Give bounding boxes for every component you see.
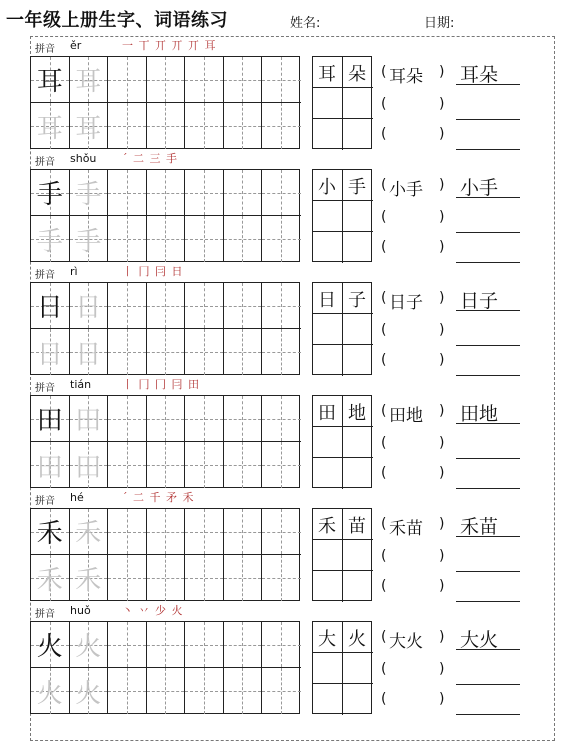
pinyin-text: huǒ: [70, 604, 91, 617]
paren-open: (: [381, 239, 387, 255]
paren-close: ): [439, 96, 445, 112]
pinyin-label: 拼音: [35, 157, 55, 168]
writing-cell[interactable]: [185, 57, 224, 103]
writing-cell[interactable]: [31, 555, 70, 601]
pinyin-word: 耳朵: [389, 67, 423, 87]
word-cell[interactable]: [343, 458, 373, 489]
writing-cell[interactable]: [262, 216, 301, 262]
writing-grid: [30, 395, 300, 488]
writing-cell[interactable]: [31, 622, 70, 668]
pinyin-word: 田地: [389, 406, 423, 426]
writing-cell[interactable]: [185, 396, 224, 442]
word-character: 大: [318, 629, 336, 650]
writing-cell[interactable]: [185, 103, 224, 149]
writing-cell[interactable]: [108, 396, 147, 442]
paren-close: ): [439, 548, 445, 564]
model-character: 手: [36, 180, 63, 210]
paren-open: (: [381, 290, 387, 306]
word-cell[interactable]: [343, 201, 373, 232]
pinyin-word: 小手: [389, 180, 423, 200]
pinyin-word: 日子: [389, 293, 423, 313]
writing-cell[interactable]: [224, 442, 263, 488]
word-cell[interactable]: [313, 622, 343, 653]
paren-open: (: [381, 629, 387, 645]
word-cell[interactable]: [313, 283, 343, 314]
writing-cell[interactable]: [262, 622, 301, 668]
paren-close: ): [439, 239, 445, 255]
practice-section: [30, 601, 555, 714]
pinyin-row: [30, 375, 555, 395]
trace-character: 日: [36, 339, 63, 370]
writing-cell[interactable]: [147, 103, 186, 149]
trace-character: 田: [36, 452, 63, 483]
writing-cell[interactable]: [147, 216, 186, 262]
paren-close: ): [439, 177, 445, 193]
date-label: 日期:: [424, 16, 455, 31]
writing-cell[interactable]: [185, 668, 224, 714]
word-character: 苗: [348, 516, 366, 537]
writing-cell[interactable]: [147, 57, 186, 103]
word-character: 火: [348, 629, 366, 650]
word-character: 禾: [318, 516, 336, 537]
pinyin-label: 拼音: [35, 44, 55, 55]
trace-character: 耳: [36, 113, 63, 144]
paren-open: (: [381, 465, 387, 481]
paren-close: ): [439, 629, 445, 645]
writing-cell[interactable]: [224, 555, 263, 601]
answer-line[interactable]: [456, 197, 520, 198]
model-character: 田: [36, 406, 63, 436]
writing-cell[interactable]: [262, 555, 301, 601]
stroke-order: ˊ 二 千 矛 禾: [122, 491, 195, 504]
writing-cell[interactable]: [147, 283, 186, 329]
trace-character: 日: [75, 339, 102, 370]
paren-open: (: [381, 96, 387, 112]
writing-cell[interactable]: [262, 396, 301, 442]
writing-cell[interactable]: [70, 555, 109, 601]
writing-cell[interactable]: [224, 509, 263, 555]
writing-cell[interactable]: [262, 668, 301, 714]
pinyin-label: 拼音: [35, 609, 55, 620]
writing-cell[interactable]: [31, 103, 70, 149]
writing-grid: [30, 621, 300, 714]
word-box: [312, 169, 372, 262]
paren-open: (: [381, 322, 387, 338]
writing-cell[interactable]: [70, 283, 109, 329]
word-cell[interactable]: [313, 396, 343, 427]
writing-cell[interactable]: [185, 283, 224, 329]
practice-section: [30, 36, 555, 149]
writing-cell[interactable]: [147, 668, 186, 714]
writing-cell[interactable]: [262, 329, 301, 375]
page-title: 一年级上册生字、词语练习: [6, 10, 228, 31]
writing-cell[interactable]: [108, 329, 147, 375]
trace-character: 日: [75, 293, 102, 323]
paren-open: (: [381, 578, 387, 594]
example-word: 耳朵: [460, 64, 499, 86]
writing-cell[interactable]: [31, 509, 70, 555]
writing-cell[interactable]: [108, 57, 147, 103]
trace-character: 火: [75, 632, 102, 662]
writing-cell[interactable]: [31, 57, 70, 103]
pinyin-label: 拼音: [35, 383, 55, 394]
word-cell[interactable]: [343, 509, 373, 540]
pinyin-text: ěr: [70, 39, 82, 52]
stroke-order: 丨 冂 冂 冃 田: [122, 378, 200, 391]
writing-grid: [30, 508, 300, 601]
writing-cell[interactable]: [147, 329, 186, 375]
word-box: [312, 508, 372, 601]
model-character: 禾: [36, 519, 63, 549]
word-cell[interactable]: [343, 314, 373, 345]
paren-open: (: [381, 691, 387, 707]
paren-open: (: [381, 126, 387, 142]
writing-cell[interactable]: [262, 509, 301, 555]
answer-line[interactable]: [456, 458, 520, 459]
word-cell[interactable]: [313, 653, 343, 684]
word-cell[interactable]: [313, 201, 343, 232]
paren-close: ): [439, 209, 445, 225]
word-cell[interactable]: [313, 540, 343, 571]
writing-cell[interactable]: [31, 283, 70, 329]
writing-cell[interactable]: [147, 509, 186, 555]
writing-grid: [30, 56, 300, 149]
practice-section: [30, 488, 555, 601]
word-box: [312, 282, 372, 375]
pinyin-row: [30, 488, 555, 508]
trace-character: 手: [75, 226, 102, 257]
pinyin-row: [30, 36, 555, 56]
trace-character: 耳: [75, 67, 102, 97]
trace-character: 火: [36, 678, 63, 709]
writing-cell[interactable]: [108, 170, 147, 216]
writing-cell[interactable]: [185, 216, 224, 262]
word-cell[interactable]: [343, 88, 373, 119]
writing-cell[interactable]: [185, 329, 224, 375]
writing-cell[interactable]: [147, 555, 186, 601]
answer-line[interactable]: [456, 423, 520, 424]
writing-cell[interactable]: [108, 283, 147, 329]
writing-cell[interactable]: [70, 216, 109, 262]
stroke-order: 丶 丷 少 火: [122, 604, 184, 617]
word-character: 子: [348, 290, 366, 311]
trace-character: 禾: [75, 565, 102, 596]
trace-character: 火: [75, 678, 102, 709]
paren-close: ): [439, 352, 445, 368]
word-cell[interactable]: [343, 540, 373, 571]
writing-cell[interactable]: [185, 509, 224, 555]
writing-cell[interactable]: [70, 509, 109, 555]
paren-close: ): [439, 322, 445, 338]
word-cell[interactable]: [343, 684, 373, 715]
pinyin-label: 拼音: [35, 496, 55, 507]
writing-grid: [30, 169, 300, 262]
paren-close: ): [439, 516, 445, 532]
writing-cell[interactable]: [262, 57, 301, 103]
model-character: 日: [36, 293, 63, 323]
writing-grid: [30, 282, 300, 375]
trace-character: 手: [75, 180, 102, 210]
example-word: 小手: [460, 177, 499, 199]
writing-cell[interactable]: [224, 57, 263, 103]
writing-cell[interactable]: [108, 668, 147, 714]
writing-cell[interactable]: [31, 329, 70, 375]
word-cell[interactable]: [343, 119, 373, 150]
paren-open: (: [381, 516, 387, 532]
writing-cell[interactable]: [224, 622, 263, 668]
writing-cell[interactable]: [31, 170, 70, 216]
answer-line[interactable]: [456, 232, 520, 233]
writing-cell[interactable]: [108, 216, 147, 262]
writing-cell[interactable]: [185, 555, 224, 601]
word-cell[interactable]: [313, 88, 343, 119]
word-character: 地: [348, 403, 366, 424]
word-cell[interactable]: [343, 427, 373, 458]
word-cell[interactable]: [343, 283, 373, 314]
paren-close: ): [439, 465, 445, 481]
name-label: 姓名:: [290, 16, 321, 31]
pinyin-text: shǒu: [70, 152, 97, 165]
trace-character: 手: [36, 226, 63, 257]
word-cell[interactable]: [343, 571, 373, 602]
paren-open: (: [381, 548, 387, 564]
writing-cell[interactable]: [224, 103, 263, 149]
word-cell[interactable]: [313, 571, 343, 602]
word-cell[interactable]: [313, 427, 343, 458]
word-cell[interactable]: [313, 119, 343, 150]
writing-cell[interactable]: [70, 668, 109, 714]
paren-open: (: [381, 177, 387, 193]
writing-cell[interactable]: [108, 622, 147, 668]
word-cell[interactable]: [343, 57, 373, 88]
word-box: [312, 621, 372, 714]
example-word: 田地: [460, 403, 499, 425]
writing-cell[interactable]: [262, 442, 301, 488]
pinyin-label: 拼音: [35, 270, 55, 281]
word-cell[interactable]: [313, 684, 343, 715]
writing-cell[interactable]: [70, 103, 109, 149]
trace-character: 田: [75, 406, 102, 436]
example-word: 大火: [460, 629, 499, 651]
stroke-order: ˊ 二 三 手: [122, 152, 178, 165]
writing-cell[interactable]: [147, 442, 186, 488]
writing-cell[interactable]: [262, 103, 301, 149]
word-cell[interactable]: [343, 345, 373, 376]
writing-cell[interactable]: [31, 216, 70, 262]
answer-line[interactable]: [456, 684, 520, 685]
writing-cell[interactable]: [70, 396, 109, 442]
word-box: [312, 395, 372, 488]
writing-cell[interactable]: [70, 170, 109, 216]
paren-close: ): [439, 661, 445, 677]
writing-cell[interactable]: [224, 170, 263, 216]
word-box: [312, 56, 372, 149]
pinyin-row: [30, 149, 555, 169]
word-cell[interactable]: [343, 396, 373, 427]
paren-open: (: [381, 209, 387, 225]
pinyin-text: rì: [70, 265, 78, 278]
answer-line[interactable]: [456, 310, 520, 311]
paren-close: ): [439, 290, 445, 306]
example-word: 日子: [460, 290, 499, 312]
word-cell[interactable]: [313, 314, 343, 345]
writing-cell[interactable]: [224, 216, 263, 262]
writing-cell[interactable]: [185, 170, 224, 216]
trace-character: 耳: [75, 113, 102, 144]
pinyin-row: [30, 262, 555, 282]
writing-cell[interactable]: [147, 622, 186, 668]
writing-cell[interactable]: [108, 442, 147, 488]
answer-line[interactable]: [456, 345, 520, 346]
writing-cell[interactable]: [262, 283, 301, 329]
word-cell[interactable]: [343, 170, 373, 201]
writing-cell[interactable]: [70, 622, 109, 668]
answer-line[interactable]: [456, 536, 520, 537]
writing-cell[interactable]: [185, 622, 224, 668]
writing-cell[interactable]: [262, 170, 301, 216]
word-cell[interactable]: [313, 509, 343, 540]
writing-cell[interactable]: [70, 329, 109, 375]
word-cell[interactable]: [343, 232, 373, 263]
practice-section: [30, 375, 555, 488]
pinyin-word: 禾苗: [389, 519, 423, 539]
paren-close: ): [439, 403, 445, 419]
word-cell[interactable]: [313, 170, 343, 201]
word-cell[interactable]: [313, 345, 343, 376]
pinyin-text: tián: [70, 378, 92, 391]
writing-cell[interactable]: [224, 396, 263, 442]
writing-cell[interactable]: [185, 442, 224, 488]
writing-cell[interactable]: [147, 170, 186, 216]
trace-character: 禾: [75, 519, 102, 549]
writing-cell[interactable]: [224, 668, 263, 714]
paren-open: (: [381, 64, 387, 80]
writing-cell[interactable]: [31, 442, 70, 488]
paren-open: (: [381, 661, 387, 677]
writing-cell[interactable]: [70, 57, 109, 103]
paren-open: (: [381, 435, 387, 451]
word-character: 田: [318, 403, 336, 424]
practice-section: [30, 149, 555, 262]
word-cell[interactable]: [343, 622, 373, 653]
answer-line[interactable]: [456, 714, 520, 715]
pinyin-row: [30, 601, 555, 621]
word-character: 手: [348, 177, 366, 198]
writing-cell[interactable]: [147, 396, 186, 442]
model-character: 火: [36, 632, 63, 662]
paren-close: ): [439, 126, 445, 142]
writing-cell[interactable]: [31, 396, 70, 442]
word-cell[interactable]: [313, 232, 343, 263]
writing-cell[interactable]: [31, 668, 70, 714]
writing-cell[interactable]: [70, 442, 109, 488]
trace-character: 田: [75, 452, 102, 483]
writing-cell[interactable]: [108, 509, 147, 555]
stroke-order: 丨 冂 冃 日: [122, 265, 184, 278]
model-character: 耳: [36, 67, 63, 97]
word-character: 日: [318, 290, 336, 311]
paren-open: (: [381, 403, 387, 419]
answer-line[interactable]: [456, 84, 520, 85]
answer-line[interactable]: [456, 571, 520, 572]
answer-line[interactable]: [456, 649, 520, 650]
word-character: 耳: [318, 64, 336, 85]
word-cell[interactable]: [313, 458, 343, 489]
writing-cell[interactable]: [108, 103, 147, 149]
answer-line[interactable]: [456, 119, 520, 120]
writing-cell[interactable]: [224, 329, 263, 375]
writing-cell[interactable]: [108, 555, 147, 601]
practice-section: [30, 262, 555, 375]
paren-close: ): [439, 435, 445, 451]
paren-close: ): [439, 64, 445, 80]
paren-close: ): [439, 578, 445, 594]
word-character: 朵: [348, 64, 366, 85]
writing-cell[interactable]: [224, 283, 263, 329]
stroke-order: 一 丅 丌 丌 丌 耳: [122, 39, 217, 52]
word-cell[interactable]: [343, 653, 373, 684]
example-word: 禾苗: [460, 516, 499, 538]
word-cell[interactable]: [313, 57, 343, 88]
pinyin-text: hé: [70, 491, 84, 504]
trace-character: 禾: [36, 565, 63, 596]
pinyin-word: 大火: [389, 632, 423, 652]
paren-close: ): [439, 691, 445, 707]
paren-open: (: [381, 352, 387, 368]
word-character: 小: [318, 177, 336, 198]
